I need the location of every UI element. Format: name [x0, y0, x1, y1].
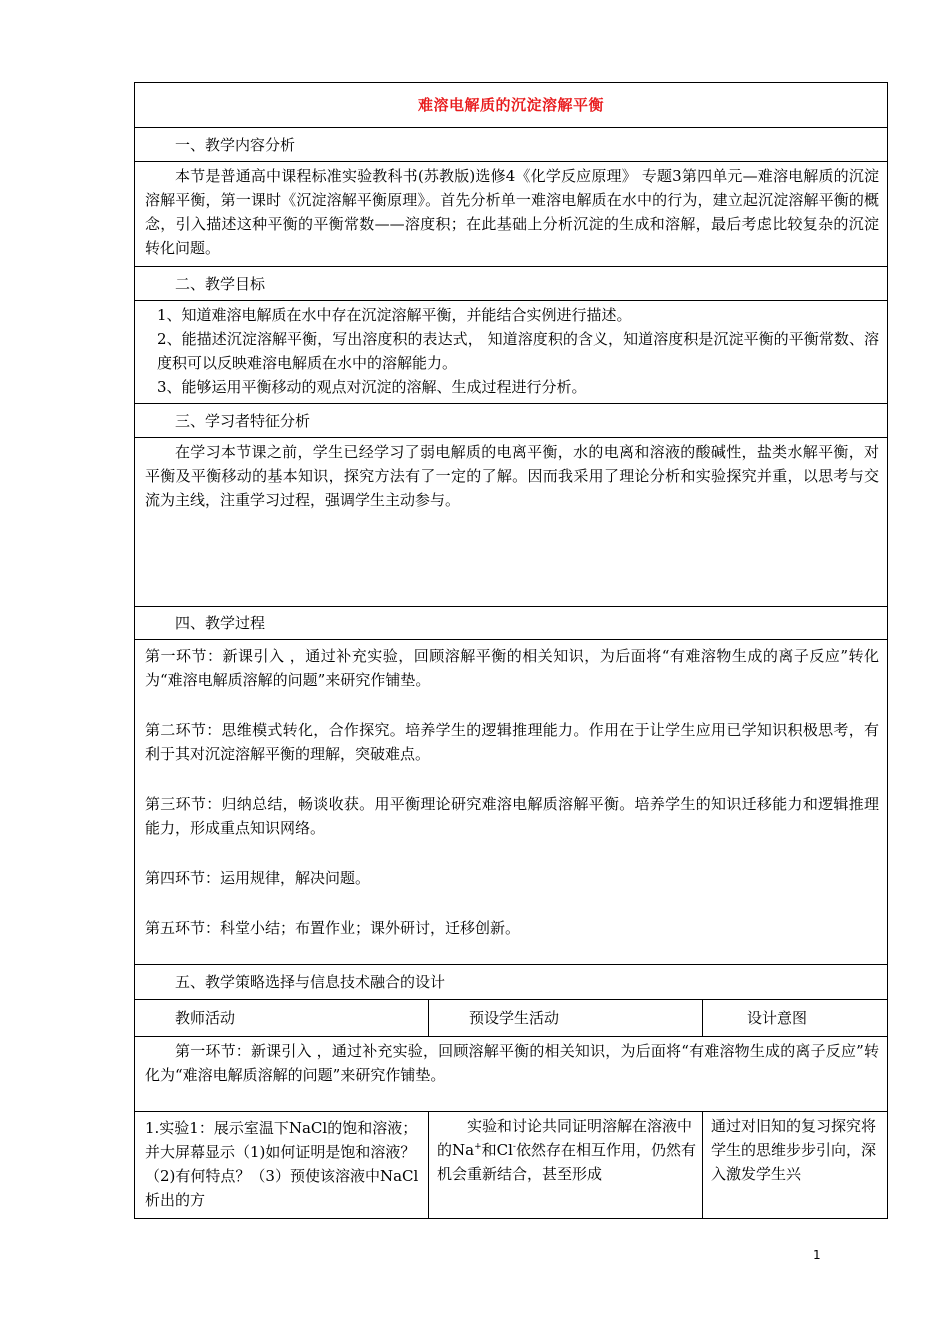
- process-step-4: 第四环节：运用规律，解决问题。: [145, 869, 371, 887]
- objectives-list: [135, 301, 888, 404]
- objective-item-2: 2、能描述沉淀溶解平衡，写出溶度积的表达式， 知道溶度积的含义，知道溶度积是沉淀平衡的平衡常数、溶度积可以反映难溶电解质在水中的溶解能力。: [157, 330, 880, 372]
- content-analysis-body: 本节是普通高中课程标准实验教科书(苏教版)选修4《化学反应原理》 专题3第四单元—难溶电解质的沉淀溶解平衡，第一课时《沉淀溶解平衡原理》。首先分析单一难溶电解质在水中的行为，建立起沉淀溶解平衡的概念，引入描述这种平衡的平衡常数——溶度积；在此基础上分析沉淀的生成和溶解，最后考虑比较复杂的沉淀转化问题。: [135, 162, 888, 267]
- column-header-intent: 设计意图: [703, 1000, 888, 1037]
- learner-analysis-body: [135, 438, 888, 607]
- document-title: 难溶电解质的沉淀溶解平衡: [135, 83, 888, 128]
- process-step-1: 第一环节：新课引入 ，通过补充实验，回顾溶解平衡的相关知识，为后面将“有难溶物生成的离子反应”转化为“难溶电解质溶解的问题”来研究作铺垫。: [145, 647, 880, 689]
- section-heading-strategy: 五、教学策略选择与信息技术融合的设计: [135, 965, 888, 1000]
- section-heading-objectives: 二、教学目标: [135, 267, 888, 301]
- student-activity-text-2: 和Cl: [481, 1141, 513, 1159]
- process-steps: [135, 640, 888, 965]
- section-heading-content-analysis: 一、教学内容分析: [135, 128, 888, 162]
- objective-item-3: 3、能够运用平衡移动的观点对沉淀的溶解、生成过程进行分析。: [157, 378, 587, 396]
- student-activity-text-1: 实验和讨论共同证明溶解在溶液中的Na: [437, 1117, 693, 1159]
- na-charge-sup: +: [474, 1142, 482, 1152]
- section-heading-process: 四、教学过程: [135, 607, 888, 640]
- learner-analysis-text: 在学习本节课之前，学生已经学习了弱电解质的电离平衡，水的电离和溶液的酸碱性，盐类水解平衡，对平衡及平衡移动的基本知识，探究方法有了一定的了解。因而我采用了理论分析和实验探究并重，以思考与交流为主线，注重学习过程，强调学生主动参与。: [145, 443, 880, 509]
- design-intent-cell: 通过对旧知的复习探究将学生的思维步步引向，深入激发学生兴: [703, 1112, 888, 1219]
- objective-item-1: 1、知道难溶电解质在水中存在沉淀溶解平衡，并能结合实例进行描述。: [157, 306, 632, 324]
- column-header-teacher: 教师活动: [135, 1000, 429, 1037]
- lesson-plan-table: [134, 82, 888, 1219]
- page-number: 1: [813, 1248, 821, 1262]
- process-step-5: 第五环节：科堂小结；布置作业；课外研讨，迁移创新。: [145, 919, 521, 937]
- teacher-activity-cell: 1.实验1：展示室温下NaCl的饱和溶液；并大屏幕显示（1)如何证明是饱和溶液？（2)有何特点？（3）预使该溶液中NaCl析出的方: [135, 1112, 429, 1219]
- process-step-2: 第二环节：思维模式转化，合作探究。培养学生的逻辑推理能力。作用在于让学生应用已学知识积极思考，有利于其对沉淀溶解平衡的理解，突破难点。: [145, 721, 880, 763]
- stage-1-description: 第一环节：新课引入 ，通过补充实验，回顾溶解平衡的相关知识，为后面将“有难溶物生成的离子反应”转化为“难溶电解质溶解的问题”来研究作铺垫。: [135, 1037, 888, 1112]
- student-activity-text-3: 依然存在相互作用，仍然有机会重新结合，甚至形成: [437, 1141, 696, 1183]
- process-step-3: 第三环节：归纳总结，畅谈收获。用平衡理论研究难溶电解质溶解平衡。培养学生的知识迁移能力和逻辑推理能力，形成重点知识网络。: [145, 795, 880, 837]
- section-heading-learner-analysis: 三、学习者特征分析: [135, 404, 888, 438]
- column-header-student: 预设学生活动: [429, 1000, 703, 1037]
- student-activity-cell: [429, 1112, 703, 1219]
- cl-charge-sup: -: [512, 1142, 516, 1152]
